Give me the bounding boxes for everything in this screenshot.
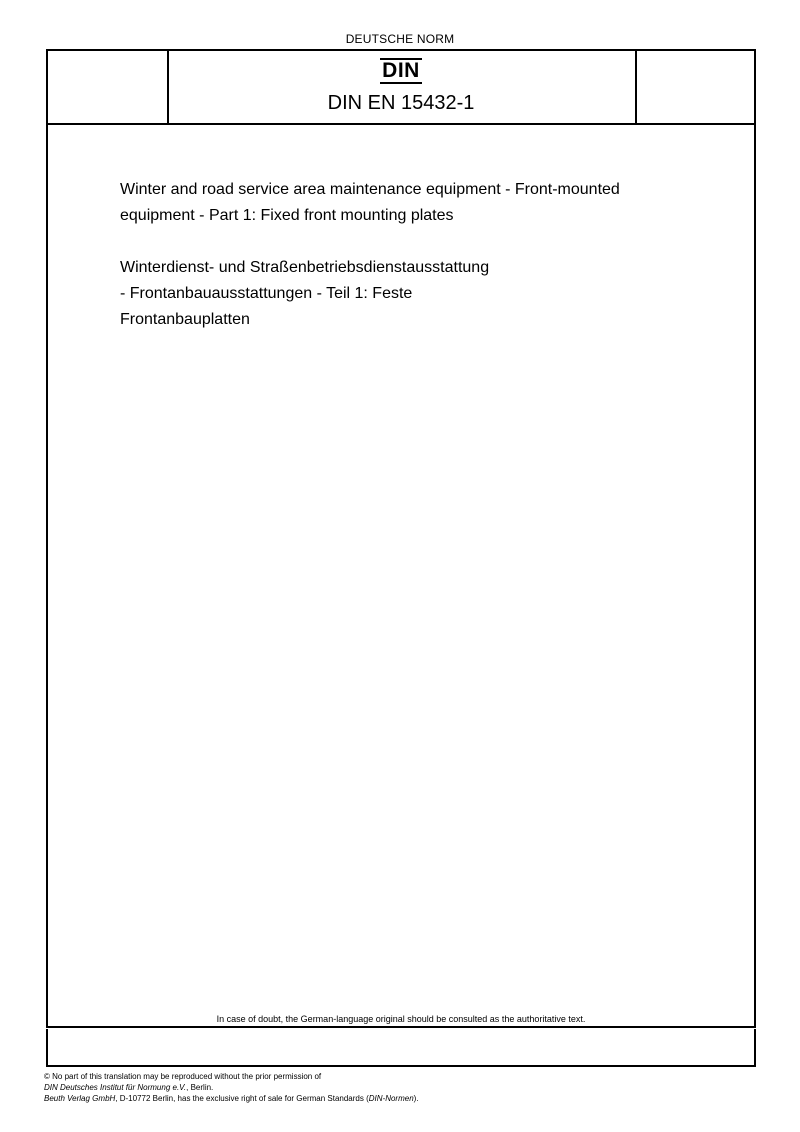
document-number: DIN EN 15432-1 <box>327 92 475 114</box>
title-english <box>120 177 680 229</box>
authoritative-text-notice: In case of doubt, the German-language original should be consulted as the authoritative text. <box>216 1014 586 1024</box>
title-german-line3: Frontanbauplatten <box>120 311 250 328</box>
footer-line3 <box>44 1093 419 1104</box>
footer-line3-mid: , D-10772 Berlin, has the exclusive right of sale for German Standards ( <box>115 1094 369 1103</box>
title-english-line2: equipment - Part 1: Fixed front mounting plates <box>120 207 454 224</box>
footer-line2 <box>44 1082 419 1093</box>
footer-beuth-name: Beuth Verlag GmbH <box>44 1094 116 1103</box>
footer-line1: © No part of this translation may be reproduced without the prior permission of <box>44 1072 322 1081</box>
footer-line3-end: ). <box>413 1094 419 1103</box>
footer-din-name: DIN Deutsches Institut für Normung e.V. <box>44 1083 187 1092</box>
main-content-box <box>46 123 756 1028</box>
footer-line2-rest: , Berlin. <box>186 1083 214 1092</box>
title-german-line2: - Frontanbauausstattungen - Teil 1: Feste <box>120 285 413 302</box>
din-logo-text: DIN <box>382 59 420 82</box>
footer-din-normen: DIN-Normen <box>368 1094 414 1103</box>
din-logo <box>48 58 754 84</box>
top-label: DEUTSCHE NORM <box>345 32 455 46</box>
title-german-line1: Winterdienst- und Straßenbetriebsdienstausstattung <box>120 259 490 276</box>
header-box <box>46 49 756 125</box>
bottom-box <box>46 1029 756 1067</box>
title-german <box>120 255 680 333</box>
copyright-footer <box>44 1071 419 1104</box>
title-english-line1: Winter and road service area maintenance equipment - Front-mounted <box>120 181 620 198</box>
